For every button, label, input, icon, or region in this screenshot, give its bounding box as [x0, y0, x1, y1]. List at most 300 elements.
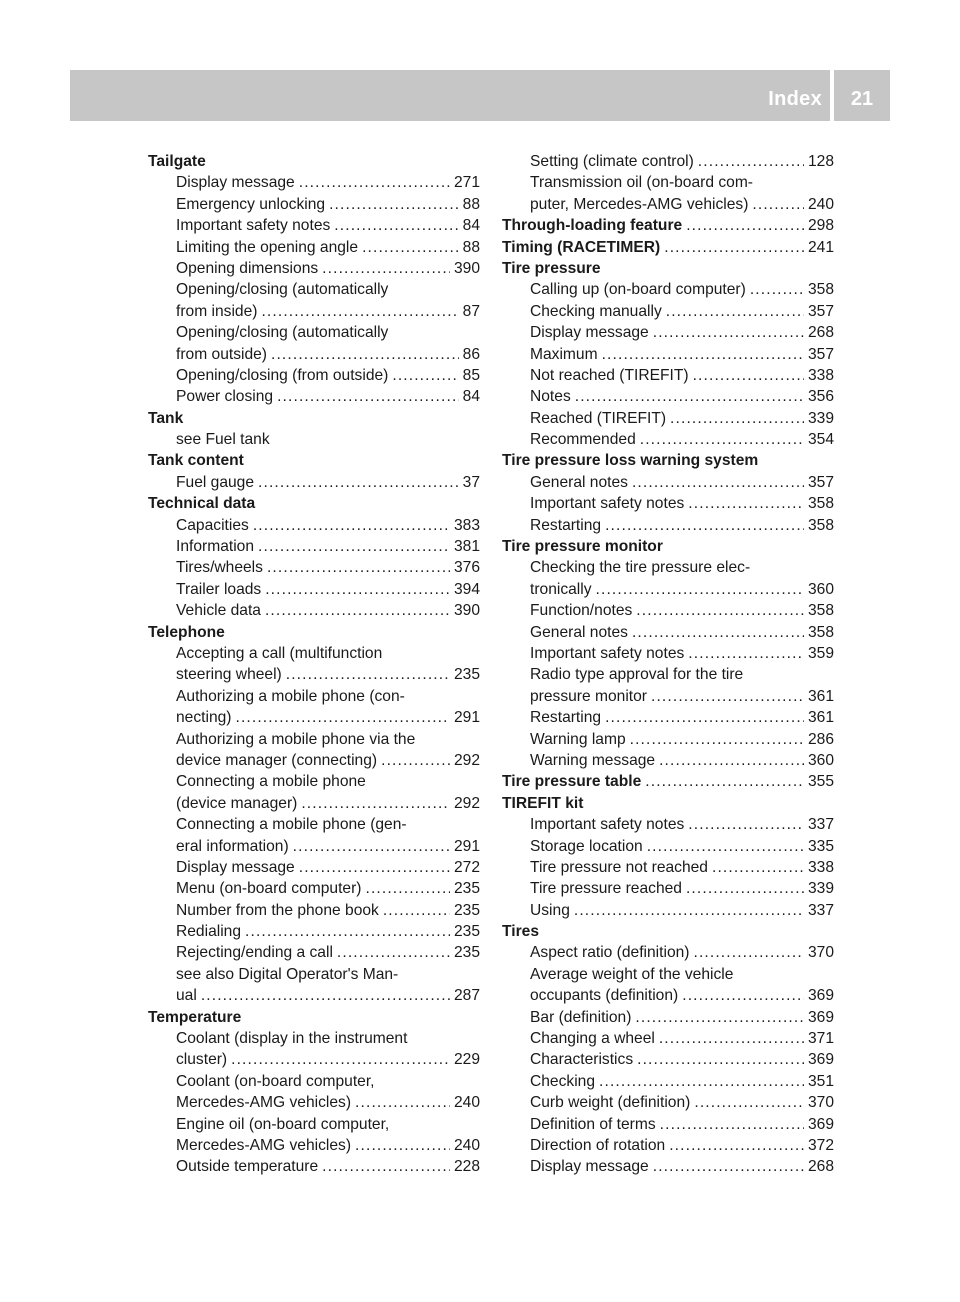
index-entry-text: cluster): [176, 1051, 228, 1069]
leader-dots: [245, 921, 450, 942]
index-entry-text: Maximum: [530, 345, 598, 363]
index-page-ref: 372: [807, 1136, 834, 1154]
index-page-ref: 381: [453, 538, 480, 556]
index-heading: Tire pressure: [502, 259, 601, 277]
leader-dots: [693, 365, 804, 386]
index-entry: [148, 557, 480, 578]
leader-dots: [329, 194, 459, 215]
index-entry-text: Mercedes-AMG vehicles): [176, 1094, 352, 1112]
leader-dots: [277, 386, 459, 407]
index-entry-text: Opening/closing (automatically: [176, 281, 389, 299]
leader-dots: [640, 429, 804, 450]
index-entry: [502, 408, 834, 429]
index-entry-text: device manager (connecting): [176, 751, 378, 769]
leader-dots: [666, 301, 804, 322]
leader-dots: [322, 1156, 450, 1177]
index-page-ref: 361: [807, 687, 834, 705]
index-entry-text: Changing a wheel: [530, 1030, 655, 1048]
index-entry: [502, 900, 834, 921]
leader-dots: [334, 215, 458, 236]
index-entry-text: Opening/closing (automatically: [176, 324, 389, 342]
index-entry-text: Characteristics: [530, 1051, 634, 1069]
leader-dots: [258, 472, 459, 493]
index-page-ref: 390: [453, 602, 480, 620]
index-page-ref: 337: [807, 901, 834, 919]
index-entry-text: Coolant (on-board computer,: [176, 1072, 375, 1090]
index-page-ref: 235: [453, 901, 480, 919]
leader-dots: [231, 1049, 450, 1070]
leader-dots: [651, 686, 804, 707]
index-entry: [148, 921, 480, 942]
leader-dots: [574, 900, 804, 921]
index-entry: [148, 1135, 480, 1156]
index-entry: [148, 301, 480, 322]
index-entry-text: Vehicle data: [176, 602, 261, 620]
index-page-ref: 357: [807, 473, 834, 491]
index-entry-text: puter, Mercedes-AMG vehicles): [530, 195, 749, 213]
index-entry: [148, 664, 480, 685]
leader-dots: [750, 279, 804, 300]
leader-dots: [637, 1049, 804, 1070]
index-entry: [148, 985, 480, 1006]
index-page-ref: 339: [807, 880, 834, 898]
leader-dots: [670, 408, 804, 429]
index-page-ref: 369: [807, 1115, 834, 1133]
index-heading: Tire pressure loss warning system: [502, 452, 759, 470]
index-entry: [502, 707, 834, 728]
index-entry: [502, 322, 834, 343]
index-entry: [502, 622, 834, 643]
index-entry: [502, 750, 834, 771]
index-entry: [502, 1028, 834, 1049]
index-heading: Telephone: [148, 623, 225, 641]
index-page-ref: 286: [807, 730, 834, 748]
index-page-ref: 272: [453, 858, 480, 876]
leader-dots: [235, 707, 449, 728]
index-entry: [148, 579, 480, 600]
leader-dots: [301, 793, 450, 814]
index-page-ref: 338: [807, 858, 834, 876]
index-heading: Temperature: [148, 1008, 242, 1026]
leader-dots: [599, 1071, 804, 1092]
leader-dots: [632, 622, 804, 643]
index-entry-text: Rejecting/ending a call: [176, 944, 333, 962]
index-entry-text: Restarting: [530, 709, 602, 727]
leader-dots: [636, 600, 804, 621]
leader-dots: [647, 836, 804, 857]
index-entry: [502, 857, 834, 878]
index-entry-text: Trailer loads: [176, 580, 262, 598]
index-entry: [502, 151, 834, 172]
index-entry-text: Mercedes-AMG vehicles): [176, 1136, 352, 1154]
index-entry-text: Warning message: [530, 751, 656, 769]
index-page-ref: 235: [453, 923, 480, 941]
index-entry-text: Engine oil (on-board computer,: [176, 1115, 390, 1133]
leader-dots: [596, 579, 804, 600]
index-page-ref: 271: [453, 174, 480, 192]
leader-dots: [362, 237, 459, 258]
index-entry: [148, 386, 480, 407]
index-entry-text: Important safety notes: [530, 495, 685, 513]
index-heading: Tank content: [148, 452, 244, 470]
leader-dots: [392, 365, 458, 386]
index-entry: [148, 900, 480, 921]
index-entry-text: Accepting a call (multifunction: [176, 644, 383, 662]
index-entry-text: Limiting the opening angle: [176, 238, 359, 256]
leader-dots: [261, 301, 458, 322]
index-entry: [148, 878, 480, 899]
index-entry: [502, 1114, 834, 1135]
index-page-ref: 241: [807, 238, 834, 256]
index-entry: [502, 942, 834, 963]
index-page-ref: 88: [462, 238, 480, 256]
index-entry-text: Emergency unlocking: [176, 195, 326, 213]
index-entry-text: Definition of terms: [530, 1115, 656, 1133]
leader-dots: [265, 579, 450, 600]
index-column-right: [502, 151, 834, 1178]
index-entry-text: Coolant (display in the instrument: [176, 1030, 408, 1048]
index-entry: [148, 600, 480, 621]
index-entry-text: Important safety notes: [530, 644, 685, 662]
index-entry: [148, 1092, 480, 1113]
index-page-ref: 338: [807, 366, 834, 384]
index-page-ref: 360: [807, 580, 834, 598]
index-entry: [502, 493, 834, 514]
index-entry-text: Notes: [530, 388, 571, 406]
index-page-ref: 339: [807, 409, 834, 427]
leader-dots: [201, 985, 450, 1006]
index-heading-entry: [502, 215, 834, 236]
index-entry-text: (device manager): [176, 794, 298, 812]
index-entry: [502, 194, 834, 215]
index-page-ref: 371: [807, 1030, 834, 1048]
index-page-ref: 358: [807, 516, 834, 534]
index-page-ref: 351: [807, 1072, 834, 1090]
index-entry-text: Capacities: [176, 516, 249, 534]
index-heading-entry: [502, 771, 834, 792]
leader-dots: [355, 1092, 450, 1113]
index-entry: [148, 172, 480, 193]
index-page-ref: 84: [462, 388, 480, 406]
index-entry: [502, 344, 834, 365]
index-entry-text: Connecting a mobile phone: [176, 773, 366, 791]
index-page-ref: 383: [453, 516, 480, 534]
leader-dots: [355, 1135, 450, 1156]
index-entry-text: Curb weight (definition): [530, 1094, 691, 1112]
index-entry-text: Aspect ratio (definition): [530, 944, 690, 962]
index-page-ref: 369: [807, 1051, 834, 1069]
index-entry-text: Warning lamp: [530, 730, 626, 748]
index-page-ref: 370: [807, 1094, 834, 1112]
index-page-ref: 87: [462, 302, 480, 320]
leader-dots: [630, 729, 804, 750]
page-header: [70, 70, 890, 121]
leader-dots: [299, 857, 450, 878]
index-entry-text: Important safety notes: [530, 816, 685, 834]
index-page-ref: 292: [453, 751, 480, 769]
index-entry-text: Tire pressure not reached: [530, 858, 708, 876]
index-page-ref: 37: [462, 473, 480, 491]
leader-dots: [337, 942, 450, 963]
index-entry-text: ual: [176, 987, 197, 1005]
index-entry: [148, 215, 480, 236]
index-page-ref: 287: [453, 987, 480, 1005]
index-column-left: [148, 151, 480, 1178]
index-entry: [148, 258, 480, 279]
index-page-ref: 337: [807, 816, 834, 834]
index-entry-text: Important safety notes: [176, 217, 331, 235]
index-page-ref: 394: [453, 580, 480, 598]
index-entry: [148, 1049, 480, 1070]
index-entry: [148, 942, 480, 963]
leader-dots: [645, 771, 804, 792]
index-entry-text: eral information): [176, 837, 289, 855]
index-entry: [502, 515, 834, 536]
index-entry-text: Checking manually: [530, 302, 662, 320]
index-page-ref: 298: [807, 217, 834, 235]
index-entry: [502, 301, 834, 322]
index-entry: [148, 857, 480, 878]
index-entry: [148, 344, 480, 365]
index-entry-text: Redialing: [176, 923, 242, 941]
leader-dots: [659, 1028, 804, 1049]
index-entry-text: Recommended: [530, 431, 636, 449]
index-heading-entry: [502, 237, 834, 258]
index-entry: [502, 1092, 834, 1113]
index-page-ref: 358: [807, 281, 834, 299]
leader-dots: [635, 1007, 804, 1028]
index-entry-text: Direction of rotation: [530, 1136, 666, 1154]
index-entry: [502, 579, 834, 600]
index-entry-text: see also Digital Operator's Man-: [176, 965, 399, 983]
leader-dots: [605, 515, 804, 536]
index-entry-text: Restarting: [530, 516, 602, 534]
index-entry-text: Not reached (TIREFIT): [530, 366, 689, 384]
section-title: Index: [768, 88, 822, 110]
index-page-ref: 84: [462, 217, 480, 235]
index-entry: [148, 707, 480, 728]
index-entry-text: Authorizing a mobile phone (con-: [176, 687, 405, 705]
index-entry-text: General notes: [530, 473, 628, 491]
index-entry: [502, 729, 834, 750]
index-entry-text: Display message: [176, 858, 295, 876]
index-heading: Tank: [148, 409, 184, 427]
index-entry: [148, 515, 480, 536]
leader-dots: [293, 836, 450, 857]
leader-dots: [686, 878, 804, 899]
leader-dots: [698, 151, 804, 172]
index-entry: [502, 985, 834, 1006]
leader-dots: [381, 750, 450, 771]
index-page-ref: 355: [807, 773, 834, 791]
index-entry: [502, 878, 834, 899]
index-entry: [502, 836, 834, 857]
index-entry-text: Tire pressure reached: [530, 880, 682, 898]
index-entry-text: from outside): [176, 345, 267, 363]
index-entry: [502, 1156, 834, 1177]
leader-dots: [253, 515, 450, 536]
index-entry: [148, 750, 480, 771]
leader-dots: [688, 643, 804, 664]
index-entry: [148, 793, 480, 814]
index-page-ref: 369: [807, 987, 834, 1005]
index-entry-text: Display message: [530, 324, 649, 342]
index-entry: [502, 686, 834, 707]
index-page-ref: 240: [807, 195, 834, 213]
index-entry: [502, 279, 834, 300]
index-entry-text: Power closing: [176, 388, 274, 406]
index-heading: TIREFIT kit: [502, 794, 584, 812]
leader-dots: [267, 557, 450, 578]
index-page-ref: 228: [453, 1158, 480, 1176]
index-entry-text: Through-loading feature: [502, 217, 683, 235]
index-page-ref: 268: [807, 324, 834, 342]
index-entry: [502, 386, 834, 407]
index-entry-text: Function/notes: [530, 602, 633, 620]
index-page-ref: 354: [807, 431, 834, 449]
index-entry: [148, 365, 480, 386]
index-entry: [148, 237, 480, 258]
index-page-ref: 128: [807, 153, 834, 170]
index-entry-text: Number from the phone book: [176, 901, 379, 919]
index-entry-text: tronically: [530, 580, 592, 598]
index-page-ref: 229: [453, 1051, 480, 1069]
index-page-ref: 358: [807, 602, 834, 620]
index-entry-text: Storage location: [530, 837, 643, 855]
leader-dots: [602, 344, 804, 365]
index-page-ref: 291: [453, 709, 480, 727]
index-entry-text: Bar (definition): [530, 1008, 632, 1026]
index-page-ref: 390: [453, 259, 480, 277]
leader-dots: [383, 900, 450, 921]
index-entry-text: Opening dimensions: [176, 259, 319, 277]
leader-dots: [365, 878, 449, 899]
index-entry-text: steering wheel): [176, 666, 282, 684]
index-heading: Tailgate: [148, 153, 206, 170]
index-entry-text: pressure monitor: [530, 687, 647, 705]
index-entry-text: see Fuel tank: [176, 431, 270, 449]
index-page-ref: 335: [807, 837, 834, 855]
index-entry-text: Fuel gauge: [176, 473, 255, 491]
leader-dots: [653, 1156, 804, 1177]
leader-dots: [752, 194, 804, 215]
index-entry-text: Display message: [530, 1158, 649, 1176]
index-entry-text: Calling up (on-board computer): [530, 281, 746, 299]
leader-dots: [299, 172, 450, 193]
index-entry-text: Average weight of the vehicle: [530, 965, 734, 983]
leader-dots: [265, 600, 450, 621]
leader-dots: [686, 215, 804, 236]
leader-dots: [660, 1114, 804, 1135]
index-heading: Tire pressure monitor: [502, 538, 663, 556]
index-entry: [502, 472, 834, 493]
index-entry-text: Tires/wheels: [176, 559, 263, 577]
index-page-ref: 235: [453, 880, 480, 898]
index-page-ref: 358: [807, 623, 834, 641]
page-number: 21: [850, 88, 874, 110]
index-entry: [502, 1071, 834, 1092]
index-entry-text: occupants (definition): [530, 987, 679, 1005]
index-page-ref: 88: [462, 195, 480, 213]
leader-dots: [286, 664, 450, 685]
index-entry: [148, 836, 480, 857]
index-entry-text: Opening/closing (from outside): [176, 366, 389, 384]
index-entry-text: Menu (on-board computer): [176, 880, 362, 898]
index-entry-text: Outside temperature: [176, 1158, 319, 1176]
leader-dots: [271, 344, 459, 365]
index-page-ref: 376: [453, 559, 480, 577]
index-entry-text: Using: [530, 901, 570, 919]
index-entry-text: Display message: [176, 174, 295, 192]
index-entry: [148, 194, 480, 215]
index-page-ref: 268: [807, 1158, 834, 1176]
index-entry-text: Checking the tire pressure elec-: [530, 559, 751, 577]
index-page-ref: 240: [453, 1094, 480, 1112]
index-entry-text: Tire pressure table: [502, 773, 642, 791]
index-entry: [148, 536, 480, 557]
index-entry-text: General notes: [530, 623, 628, 641]
index-entry: [148, 472, 480, 493]
leader-dots: [659, 750, 804, 771]
leader-dots: [605, 707, 804, 728]
leader-dots: [632, 472, 804, 493]
index-entry: [502, 365, 834, 386]
index-entry: [502, 600, 834, 621]
leader-dots: [693, 942, 803, 963]
index-page-ref: 86: [462, 345, 480, 363]
index-entry-text: Radio type approval for the tire: [530, 666, 744, 684]
index-entry-text: Reached (TIREFIT): [530, 409, 667, 427]
index-heading: Tires: [502, 923, 539, 941]
index-page-ref: 240: [453, 1136, 480, 1154]
index-entry-text: Transmission oil (on-board com-: [530, 174, 754, 192]
index-page-ref: 235: [453, 666, 480, 684]
index-entry: [502, 1007, 834, 1028]
index-entry: [502, 1049, 834, 1070]
leader-dots: [322, 258, 450, 279]
index-page-ref: 359: [807, 644, 834, 662]
index-page-ref: 357: [807, 302, 834, 320]
index-page-ref: 369: [807, 1008, 834, 1026]
index-page-ref: 291: [453, 837, 480, 855]
index-entry: [502, 814, 834, 835]
index-entry: [502, 429, 834, 450]
index-entry-text: Authorizing a mobile phone via the: [176, 730, 416, 748]
leader-dots: [664, 237, 804, 258]
index-page-ref: 235: [453, 944, 480, 962]
index-entry-text: Checking: [530, 1072, 596, 1090]
index-page-ref: 361: [807, 709, 834, 727]
leader-dots: [575, 386, 804, 407]
index-page-ref: 292: [453, 794, 480, 812]
index-page-ref: 357: [807, 345, 834, 363]
index-entry: [502, 1135, 834, 1156]
leader-dots: [694, 1092, 804, 1113]
index-entry-text: Information: [176, 538, 255, 556]
index-entry: [148, 1156, 480, 1177]
leader-dots: [688, 814, 804, 835]
index-entry-text: from inside): [176, 302, 258, 320]
index-entry-text: necting): [176, 709, 232, 727]
leader-dots: [653, 322, 804, 343]
index-page-ref: 85: [462, 366, 480, 384]
index-page-ref: 358: [807, 495, 834, 513]
index-entry-text: Connecting a mobile phone (gen-: [176, 816, 407, 834]
leader-dots: [669, 1135, 804, 1156]
index-page-ref: 360: [807, 751, 834, 769]
index-page-ref: 356: [807, 388, 834, 406]
index-entry: [502, 643, 834, 664]
